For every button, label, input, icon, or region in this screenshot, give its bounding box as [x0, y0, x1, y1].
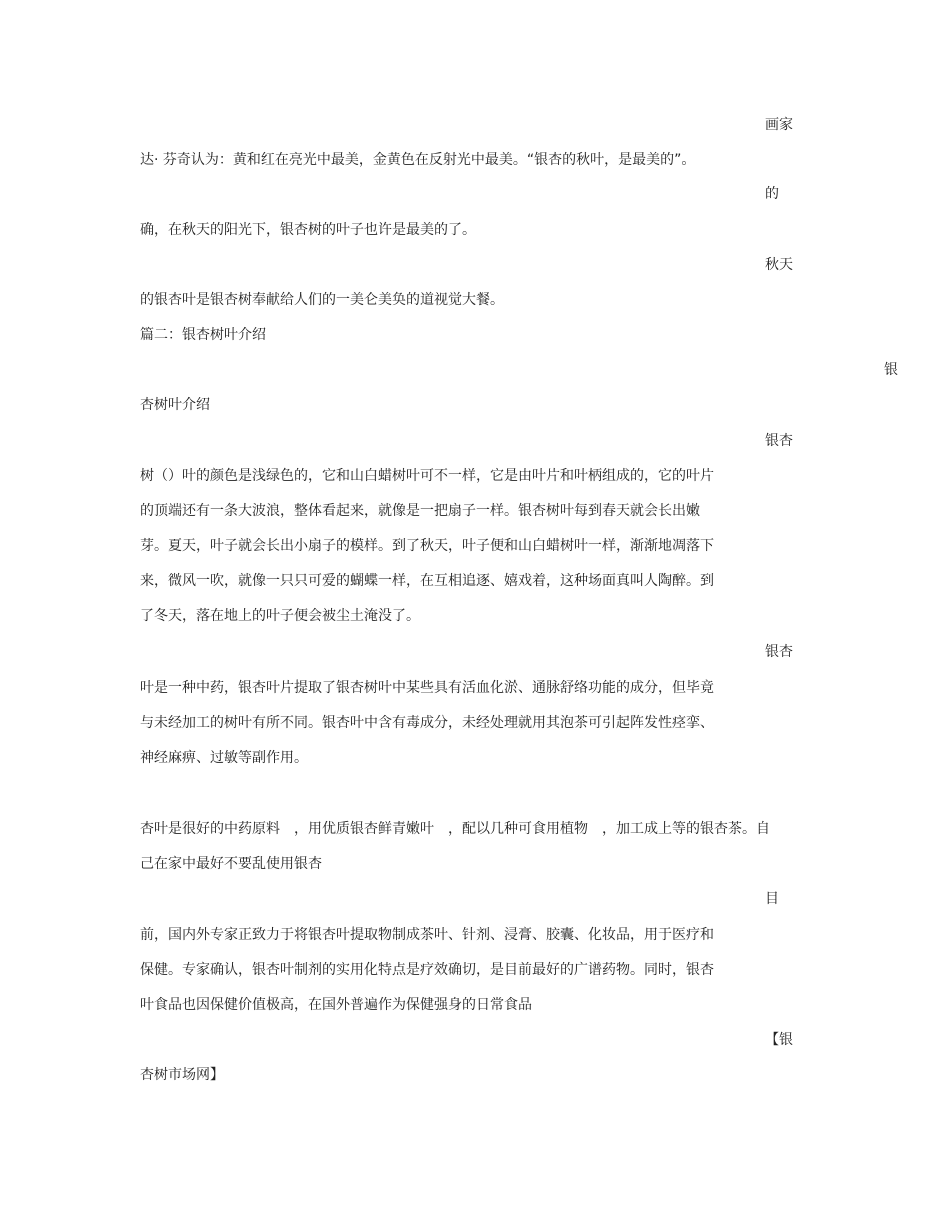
text-line: 的顶端还有一条大波浪，整体看起来，就像是一把扇子一样。银杏树叶每到春天就会长出嫩: [140, 503, 700, 519]
text-line: 杏叶是很好的中药原料 ，用优质银杏鲜青嫩叶 ，配以几种可食用植物 ，加工成上等的银杏茶。自: [140, 821, 770, 837]
text-line: 前，国内外专家正致力于将银杏叶提取物制成茶叶、针剂、浸膏、胶囊、化妆品，用于医疗和: [140, 927, 714, 943]
text-line: 的: [765, 186, 779, 202]
text-line: 达· 芬奇认为：黄和红在亮光中最美，金黄色在反射光中最美。“银杏的秋叶，是最美的”。: [140, 152, 696, 168]
section-heading: 篇二：银杏树叶介绍: [140, 327, 266, 343]
text-line: 芽。夏天，叶子就会长出小扇子的模样。到了秋天，叶子便和山白蜡树叶一样，渐渐地凋落下: [140, 538, 714, 554]
text-line: 己在家中最好不要乱使用银杏: [140, 856, 322, 872]
text-line: 目: [765, 891, 779, 907]
text-line: 来，微风一吹，就像一只只可爱的蝴蝶一样，在互相追逐、嬉戏着，这种场面真叫人陶醉。到: [140, 573, 714, 589]
text-line: 画家: [765, 117, 793, 133]
text-line: 树（）叶的颜色是浅绿色的，它和山白蜡树叶可不一样，它是由叶片和叶柄组成的，它的叶片: [140, 468, 714, 484]
text-line: 了冬天，落在地上的叶子便会被尘土淹没了。: [140, 608, 420, 624]
text-line: 确，在秋天的阳光下，银杏树的叶子也许是最美的了。: [140, 222, 476, 238]
text-line: 叶食品也因保健价值极高，在国外普遍作为保健强身的日常食品: [140, 997, 532, 1013]
text-line: 银: [884, 362, 898, 378]
text-line: 秋天: [765, 257, 793, 273]
text-line: 与未经加工的树叶有所不同。银杏叶中含有毒成分，未经处理就用其泡茶可引起阵发性痉挛、: [140, 715, 714, 731]
text-line: 银杏: [765, 433, 793, 449]
text-line: 银杏: [765, 644, 793, 660]
text-line: 杏树市场网】: [140, 1067, 224, 1083]
text-line: 神经麻痹、过敏等副作用。: [140, 750, 308, 766]
text-line: 叶是一种中药，银杏叶片提取了银杏树叶中某些具有活血化淤、通脉舒络功能的成分，但毕竟: [140, 680, 714, 696]
text-line: 保健。专家确认，银杏叶制剂的实用化特点是疗效确切，是目前最好的广谱药物。同时，银杏: [140, 962, 714, 978]
text-line: 的银杏叶是银杏树奉献给人们的一美仑美奂的道视觉大餐。: [140, 292, 504, 308]
text-line: 杏树叶介绍: [140, 397, 210, 413]
text-line: 【银: [765, 1032, 793, 1048]
